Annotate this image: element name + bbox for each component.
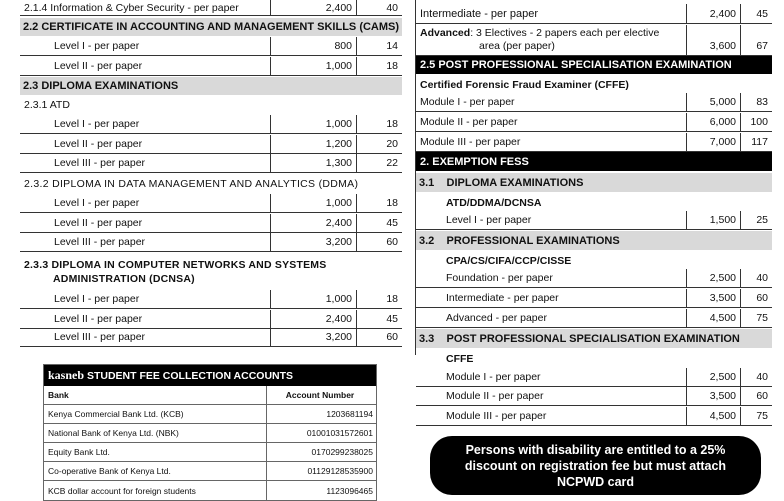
- subsection-title: [446, 350, 746, 367]
- fee-amount: 3,500: [686, 387, 740, 405]
- fee-amount: 3,500: [686, 289, 740, 307]
- table-row: [416, 368, 772, 387]
- fee-usd: 18: [356, 290, 402, 308]
- table-row: [416, 309, 772, 328]
- fee-label: Level I - per paper: [54, 293, 140, 305]
- fee-amount: 2,500: [686, 269, 740, 287]
- fee-usd: 117: [740, 133, 772, 151]
- section-header-exemption: 2. EXEMPTION FESS: [416, 152, 772, 171]
- fee-usd: 18: [356, 115, 402, 133]
- fee-label-bold: Advanced: [420, 27, 471, 39]
- fee-usd: 14: [356, 37, 402, 55]
- fee-amount: 2,400: [270, 310, 356, 328]
- fee-usd: 45: [740, 4, 772, 23]
- notice-line1: Persons with disability are entitled to a 25%: [465, 442, 726, 457]
- fee-amount: 7,000: [686, 133, 740, 151]
- subsection-title-text: Certified Forensic Fraud Examiner (CFFE): [420, 78, 629, 91]
- fee-label: Level II - per paper: [54, 60, 143, 72]
- bank-name: Co-operative Bank of Kenya Ltd.: [44, 462, 267, 480]
- fee-amount: 3,200: [270, 328, 356, 346]
- fee-usd: 40: [740, 269, 772, 287]
- account-number: 01129128535900: [307, 466, 373, 476]
- fee-label: 2.1.4 Information & Cyber Security - per paper: [24, 1, 239, 14]
- notice-text: [465, 442, 726, 490]
- fee-usd: 18: [356, 194, 402, 212]
- section-header-cams: 2.2 CERTIFICATE IN ACCOUNTING AND MANAGEMENT SKILLS (CAMS): [20, 18, 402, 36]
- accounts-header-row: [44, 386, 376, 405]
- section-header-text: 3.2 PROFESSIONAL EXAMINATIONS: [419, 234, 620, 247]
- table-row: [20, 310, 402, 329]
- bank-name: Kenya Commercial Bank Ltd. (KCB): [44, 405, 267, 423]
- subsection-title-ddma: [20, 175, 402, 193]
- account-number: 0170299238025: [311, 447, 373, 457]
- account-row: [44, 424, 376, 443]
- fee-amount: 2,400: [686, 4, 740, 23]
- table-row: [416, 387, 772, 406]
- bank-name: National Bank of Kenya Ltd. (NBK): [44, 424, 267, 442]
- fee-amount: 3,200: [270, 233, 356, 251]
- section-header-diploma: 2.3 DIPLOMA EXAMINATIONS: [20, 77, 402, 95]
- section-header-exemption-professional: [416, 231, 772, 250]
- fee-usd: 45: [356, 310, 402, 328]
- account-number: 1123096465: [326, 485, 373, 496]
- notice-line3: NCPWD card: [556, 474, 635, 489]
- fee-amount: 800: [270, 37, 356, 55]
- subsection-title-text: 2.3.2 DIPLOMA IN DATA MANAGEMENT AND ANALYTICS (DDMA): [24, 178, 359, 190]
- table-row: [20, 0, 402, 16]
- fee-amount: 5,000: [686, 93, 740, 111]
- fee-usd: 45: [356, 214, 402, 232]
- table-row: [20, 57, 402, 76]
- table-row: [416, 93, 772, 112]
- fee-label: Module I - per paper: [446, 371, 541, 383]
- table-row: [20, 115, 402, 134]
- subsection-title: [446, 194, 746, 211]
- fee-usd: 25: [740, 211, 772, 229]
- table-row: [416, 269, 772, 288]
- fee-amount: 2,400: [270, 214, 356, 232]
- fee-label: Intermediate - per paper: [420, 7, 539, 20]
- accounts-title: [44, 365, 376, 386]
- fee-label: Level II - per paper: [54, 217, 143, 229]
- fee-usd: 60: [356, 328, 402, 346]
- fee-label: Module I - per paper: [420, 96, 515, 108]
- account-row: [44, 462, 376, 481]
- section-header-exemption-post-prof: [416, 329, 772, 348]
- fee-amount: 1,300: [270, 154, 356, 172]
- fee-label: Level I - per paper: [54, 118, 140, 130]
- fee-usd: 75: [740, 309, 772, 327]
- fee-label: Level I - per paper: [446, 214, 532, 226]
- table-row: [416, 407, 772, 426]
- fee-amount: 6,000: [686, 113, 740, 131]
- table-row: [416, 25, 772, 56]
- fee-label: Foundation - per paper: [446, 272, 553, 284]
- fee-usd: 60: [740, 387, 772, 405]
- table-row: [20, 290, 402, 309]
- fee-amount: 1,000: [270, 290, 356, 308]
- disability-discount-notice: [430, 436, 761, 495]
- fee-label: Level III - per paper: [54, 157, 146, 169]
- account-row: [44, 481, 376, 500]
- fee-label: Module III - per paper: [446, 410, 547, 422]
- table-row: [20, 37, 402, 56]
- fee-amount: 2,500: [686, 368, 740, 386]
- fee-label-line1: [420, 27, 659, 40]
- fee-usd: 75: [740, 407, 772, 425]
- fee-usd: 67: [740, 25, 772, 55]
- fee-label: Module III - per paper: [420, 136, 521, 148]
- fee-label: Level II - per paper: [54, 138, 143, 150]
- subsection-title-text: 2.3.1 ATD: [24, 99, 70, 111]
- table-row: [20, 135, 402, 154]
- table-row: [416, 133, 772, 152]
- bank-name: KCB dollar account for foreign students: [44, 481, 267, 500]
- fee-usd: 20: [356, 135, 402, 153]
- fee-label-text: : 3 Electives - 2 papers each per elective: [470, 27, 660, 39]
- fee-label: Level II - per paper: [54, 313, 143, 325]
- subsection-title: [416, 76, 772, 93]
- fee-usd: 22: [356, 154, 402, 172]
- fee-label: Module II - per paper: [446, 390, 544, 402]
- section-header-text: 3.3 POST PROFESSIONAL SPECIALISATION EXAMINATION: [419, 332, 740, 345]
- column-header-bank: Bank: [44, 386, 267, 404]
- fee-amount: 4,500: [686, 309, 740, 327]
- section-header-exemption-diploma: [416, 173, 772, 192]
- fee-amount: 1,000: [270, 194, 356, 212]
- account-row: [44, 405, 376, 424]
- bank-name: Equity Bank Ltd.: [44, 443, 267, 461]
- table-row: [20, 214, 402, 233]
- account-number: 1203681194: [326, 409, 373, 419]
- subsection-title-line1: 2.3.3 DIPLOMA IN COMPUTER NETWORKS AND SYSTEMS: [24, 259, 327, 271]
- fee-label: Module II - per paper: [420, 116, 518, 128]
- fee-label: Level III - per paper: [54, 236, 146, 248]
- table-row: [416, 113, 772, 132]
- subsection-title-text: ATD/DDMA/DCNSA: [446, 196, 542, 209]
- fee-label: Level I - per paper: [54, 197, 140, 209]
- fee-amount: 3,600: [686, 25, 740, 55]
- fee-usd: 83: [740, 93, 772, 111]
- table-row: [416, 211, 772, 230]
- fee-usd: 100: [740, 113, 772, 131]
- subsection-title-line2: ADMINISTRATION (DCNSA): [53, 273, 195, 285]
- fee-label: [416, 25, 686, 55]
- notice-line2: discount on registration fee but must attach: [464, 458, 727, 473]
- fee-usd: 40: [740, 368, 772, 386]
- fee-amount: 1,000: [270, 115, 356, 133]
- table-row: [416, 289, 772, 308]
- table-row: [20, 194, 402, 213]
- table-row: [20, 233, 402, 252]
- fee-label: Advanced - per paper: [446, 312, 547, 324]
- fee-amount: 1,200: [270, 135, 356, 153]
- fee-usd: 18: [356, 57, 402, 75]
- fee-label: Intermediate - per paper: [446, 292, 559, 304]
- fee-usd: 60: [740, 289, 772, 307]
- subsection-title-text: CFFE: [446, 352, 474, 365]
- section-header-text: 3.1 DIPLOMA EXAMINATIONS: [419, 176, 584, 189]
- subsection-title-dcnsa: [20, 258, 402, 286]
- fee-amount: 1,500: [686, 211, 740, 229]
- subsection-title-atd: [20, 96, 402, 114]
- fee-label: Level III - per paper: [54, 331, 146, 343]
- subsection-title-text: CPA/CS/CIFA/CCP/CISSE: [446, 254, 572, 267]
- table-row: [20, 154, 402, 173]
- fee-usd: 40: [356, 0, 402, 15]
- fee-amount: 1,000: [270, 57, 356, 75]
- account-row: [44, 443, 376, 462]
- table-row: [20, 328, 402, 347]
- kasneb-brand: kasneb: [48, 368, 85, 382]
- fee-label-line2: area (per paper): [479, 40, 555, 52]
- fee-label: Level I - per paper: [54, 40, 140, 52]
- fee-amount: 4,500: [686, 407, 740, 425]
- fee-usd: 60: [356, 233, 402, 251]
- table-row: [416, 4, 772, 24]
- fee-amount: 2,400: [270, 0, 356, 15]
- accounts-title-text: STUDENT FEE COLLECTION ACCOUNTS: [84, 369, 294, 382]
- section-header-post-prof: 2.5 POST PROFESSIONAL SPECIALISATION EXAMINATION: [416, 56, 772, 74]
- account-number: 01001031572601: [306, 428, 373, 438]
- fee-accounts-table: [43, 364, 377, 501]
- column-header-account: Account Number: [285, 390, 355, 400]
- subsection-title: [446, 252, 746, 269]
